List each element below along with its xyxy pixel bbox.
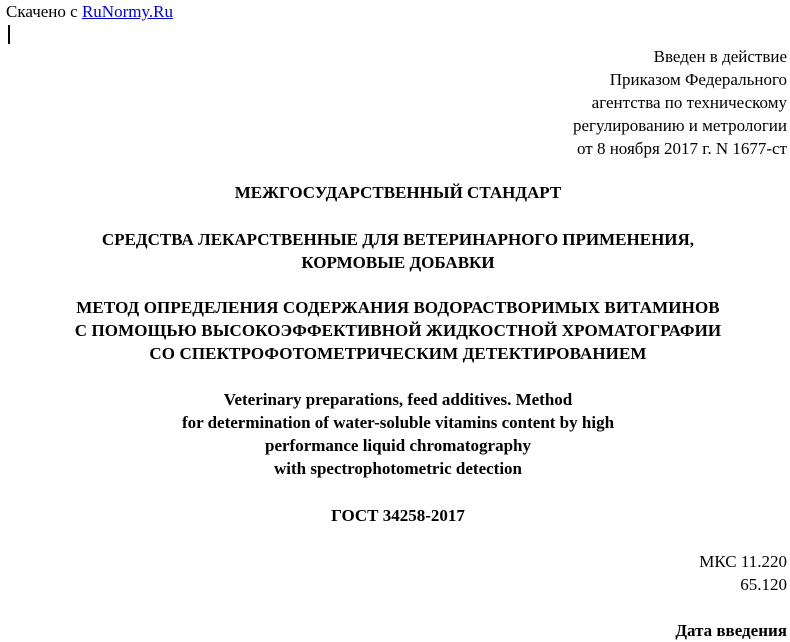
method-ru-line: МЕТОД ОПРЕДЕЛЕНИЯ СОДЕРЖАНИЯ ВОДОРАСТВОРИМЫХ ВИТАМИНОВ [76, 298, 720, 317]
standard-type: МЕЖГОСУДАРСТВЕННЫЙ СТАНДАРТ [234, 183, 562, 202]
enacted-line: Приказом Федерального [609, 70, 787, 89]
method-ru-line: С ПОМОЩЬЮ ВЫСОКОЭФФЕКТИВНОЙ ЖИДКОСТНОЙ ХРОМАТОГРАФИИ [74, 321, 722, 340]
title-en-line: for determination of water-soluble vitamins content by high [181, 413, 615, 432]
mks-line: 65.120 [740, 575, 787, 594]
title-en-line: performance liquid chromatography [264, 436, 531, 455]
standard-type-heading [0, 181, 790, 204]
title-ru-line: КОРМОВЫЕ ДОБАВКИ [301, 253, 495, 272]
enacted-line: регулированию и метрологии [572, 116, 787, 135]
source-link[interactable]: RuNormy.Ru [81, 2, 173, 21]
intro-date-label: Дата введения [675, 621, 787, 640]
mks-block [699, 550, 787, 596]
source-line [6, 0, 173, 23]
enacted-block [573, 45, 787, 160]
method-ru [0, 296, 790, 365]
title-en [0, 388, 790, 480]
title-ru-line: СРЕДСТВА ЛЕКАРСТВЕННЫЕ ДЛЯ ВЕТЕРИНАРНОГО ПРИМЕНЕНИЯ, [101, 230, 695, 249]
source-prefix: Скачено с [6, 2, 78, 21]
title-en-line: with spectrophotometric detection [273, 459, 523, 478]
title-en-line: Veterinary preparations, feed additives. Method [223, 390, 573, 409]
text-cursor [8, 25, 10, 44]
enacted-line: от 8 ноября 2017 г. N 1677-ст [577, 139, 787, 158]
enacted-line: агентства по техническому [591, 93, 787, 112]
method-ru-line: СО СПЕКТРОФОТОМЕТРИЧЕСКИМ ДЕТЕКТИРОВАНИЕМ [149, 344, 647, 363]
enacted-line: Введен в действие [653, 47, 787, 66]
gost-number-block [0, 504, 790, 527]
gost-number: ГОСТ 34258-2017 [331, 506, 465, 525]
mks-line: МКС 11.220 [699, 552, 787, 571]
title-ru [0, 228, 790, 274]
